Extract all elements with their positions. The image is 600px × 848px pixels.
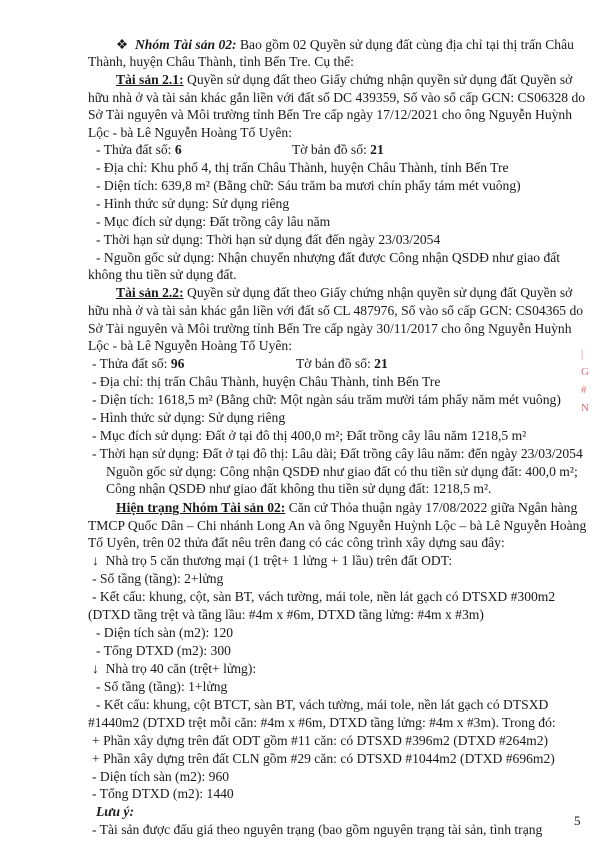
asset-2-1-desc-4: Lộc - bà Lê Nguyễn Hoàng Tố Uyên: — [88, 125, 292, 140]
asset-2-1-purpose: - Mục đích sử dụng: Đất trồng cây lâu năm — [96, 214, 331, 229]
asset-2-2-desc-3: Sở Tài nguyên và Môi trường tỉnh Bến Tre cấp ngày 30/11/2017 cho ông Nguyễn Huỳnh — [88, 321, 572, 336]
asset-2-2-label: Tài sản 2.2: — [116, 285, 184, 300]
note-text-1: - Tài sản được đấu giá theo nguyên trạng (bao gồm nguyên trạng tài sản, tình trạng — [92, 822, 543, 837]
asset-2-1-form: - Hình thức sử dụng: Sử dụng riêng — [96, 196, 290, 211]
asset-2-2-origin-2: Công nhận QSDĐ như giao đất không thu tiền sử dụng đất: 1218,5 m². — [106, 481, 492, 496]
asset-2-2-form: - Hình thức sử dụng: Sử dụng riêng — [92, 410, 286, 425]
diamond-bullet-icon: ❖ — [116, 37, 129, 52]
building-2-part-1: + Phần xây dựng trên đất ODT gồm #11 căn: có DTSXD #396m2 (DTXD #264m2) — [92, 733, 549, 748]
asset-2-1-plot — [96, 141, 182, 158]
asset-2-1-term: - Thời hạn sử dụng: Thời hạn sử dụng đất đến ngày 23/03/2054 — [96, 232, 441, 247]
asset-2-2-desc-2: hữu nhà ở và tài sản khác gắn liền với đất số CL 487976, Số vào sổ cấp GCN: CS04365 do — [88, 303, 584, 318]
asset-2-2-plot-label: - Thửa đất số: — [92, 356, 171, 371]
asset-2-1-origin-1: - Nguồn gốc sử dụng: Nhận chuyển nhượng đất được Công nhận QSDĐ như giao đất — [96, 250, 561, 265]
building-1-title: Nhà trọ 5 căn thương mại (1 trệt+ 1 lửng + 1 lầu) trên đất ODT: — [105, 553, 453, 568]
building-2-title: Nhà trọ 40 căn (trệt+ lửng): — [105, 661, 257, 676]
page-number: 5 — [574, 813, 581, 828]
asset-2-1-area: - Diện tích: 639,8 m² (Bằng chữ: Sáu trăm ba mươi chín phẩy tám mét vuông) — [96, 178, 521, 193]
stamp-char: N — [581, 402, 589, 414]
building-2-part-2: + Phần xây dựng trên đất CLN gồm #29 căn: có DTSXD #1044m2 (DTXD #696m2) — [92, 751, 555, 766]
group2-heading: Nhóm Tài sản 02: — [134, 37, 237, 52]
stamp-char: G — [581, 366, 589, 378]
asset-2-1-plot-value: 6 — [174, 142, 182, 157]
building-2-floors: - Số tầng (tầng): 1+lửng — [96, 679, 228, 694]
asset-2-2-plot-value: 96 — [170, 356, 185, 371]
building-1-structure-1: - Kết cấu: khung, cột, sàn BT, vách tường, mái tole, nền lát gạch có DTSXD #300m2 — [92, 589, 556, 604]
asset-2-2-purpose: - Mục đích sử dụng: Đất ở tại đô thị 400,0 m²; Đất trồng cây lâu năm 1218,5 m² — [92, 428, 527, 443]
status-text-2: TMCP Quốc Dân – Chi nhánh Long An và ông Nguyễn Huỳnh Lộc – bà Lê Nguyễn Hoàng — [88, 518, 587, 533]
group2-intro-2: Thành, huyện Châu Thành, tỉnh Bến Tre. Cụ thể: — [88, 54, 354, 69]
asset-2-1-plot-label: - Thửa đất số: — [96, 142, 175, 157]
building-1-floor-area: - Diện tích sàn (m2): 120 — [96, 625, 234, 640]
stamp-fragment — [581, 348, 595, 418]
asset-2-1-desc-1: Quyền sử dụng đất theo Giấy chứng nhận quyền sử dụng đất Quyền sở — [183, 72, 573, 87]
status-text-1: Căn cứ Thỏa thuận ngày 17/08/2022 giữa Ngân hàng — [285, 500, 578, 515]
asset-2-2-plot — [92, 355, 184, 372]
stamp-char: # — [581, 384, 587, 396]
asset-2-1-map-value: 21 — [370, 142, 384, 157]
stamp-char: | — [581, 348, 584, 360]
building-2-structure-1: - Kết cấu: khung, cột BTCT, sàn BT, vách tường, mái tole, nền lát gạch có DTSXD — [96, 697, 549, 712]
asset-2-1-origin-2: không thu tiền sử dụng đất. — [88, 267, 237, 282]
building-1-title-line — [92, 552, 452, 569]
building-2-title-line — [92, 660, 256, 677]
building-2-floor-area: - Diện tích sàn (m2): 960 — [92, 769, 230, 784]
building-2-structure-2: #1440m2 (DTXD trệt mỗi căn: #4m x #6m, DTXD tầng lửng: #4m x #3m). Trong đó: — [88, 715, 556, 730]
group2-intro: Bao gồm 02 Quyền sử dụng đất cùng địa chỉ tại thị trấn Châu — [236, 37, 574, 52]
status-label: Hiện trạng Nhóm Tài sản 02: — [116, 500, 286, 515]
status-text-3: Tố Uyên, trên 02 thửa đất nêu trên đang có các công trình xây dựng sau đây: — [88, 535, 505, 550]
asset-2-2-map-value: 21 — [374, 356, 388, 371]
asset-2-1-map — [292, 141, 384, 158]
asset-2-2-desc-line-1 — [116, 284, 572, 301]
asset-2-1-label: Tài sản 2.1: — [116, 72, 184, 87]
group2-heading-line — [116, 36, 574, 53]
asset-2-2-desc-4: Lộc - bà Lê Nguyễn Hoàng Tố Uyên: — [88, 338, 292, 353]
asset-2-1-desc-line-1 — [116, 71, 572, 88]
asset-2-2-desc-1: Quyền sử dụng đất theo Giấy chứng nhận quyền sử dụng đất Quyền sở — [183, 285, 573, 300]
asset-2-2-origin-1: Nguồn gốc sử dụng: Công nhận QSDĐ như giao đất có thu tiền sử dụng đất: 400,0 m²; — [106, 464, 578, 479]
asset-2-2-map — [296, 355, 388, 372]
asset-2-1-address: - Địa chỉ: Khu phố 4, thị trấn Châu Thành, huyện Châu Thành, tỉnh Bến Tre — [96, 160, 509, 175]
asset-2-2-map-label: Tờ bản đồ số: — [296, 356, 375, 371]
asset-2-1-map-label: Tờ bản đồ số: — [292, 142, 371, 157]
asset-2-2-address: - Địa chỉ: thị trấn Châu Thành, huyện Châu Thành, tỉnh Bến Tre — [92, 374, 441, 389]
status-line-1 — [116, 499, 577, 516]
down-arrow-icon: ↓ — [92, 553, 99, 568]
note-label: Lưu ý: — [96, 804, 134, 819]
building-2-total: - Tổng DTXD (m2): 1440 — [92, 786, 234, 801]
building-1-floors: - Số tầng (tầng): 2+lửng — [92, 571, 224, 586]
asset-2-2-term: - Thời hạn sử dụng: Đất ở tại đô thị: Lâu dài; Đất trồng cây lâu năm: đến ngày 23/03/2054 — [92, 446, 583, 461]
asset-2-1-desc-3: Sở Tài nguyên và Môi trường tỉnh Bến Tre cấp ngày 17/12/2021 cho ông Nguyễn Huỳnh — [88, 107, 573, 122]
asset-2-1-desc-2: hữu nhà ở và tài sản khác gắn liền với đất số DC 439359, Số vào sổ cấp GCN: CS06328 do — [88, 90, 586, 105]
asset-2-2-area: - Diện tích: 1618,5 m² (Bằng chữ: Một ngàn sáu trăm mười tám phẩy năm mét vuông) — [92, 392, 561, 407]
building-1-total: - Tổng DTXD (m2): 300 — [96, 643, 231, 658]
down-arrow-icon: ↓ — [92, 661, 99, 676]
building-1-structure-2: (DTXD tầng trệt và tầng lầu: #4m x #6m, DTXD tầng lửng: #4m x #3m) — [88, 607, 484, 622]
